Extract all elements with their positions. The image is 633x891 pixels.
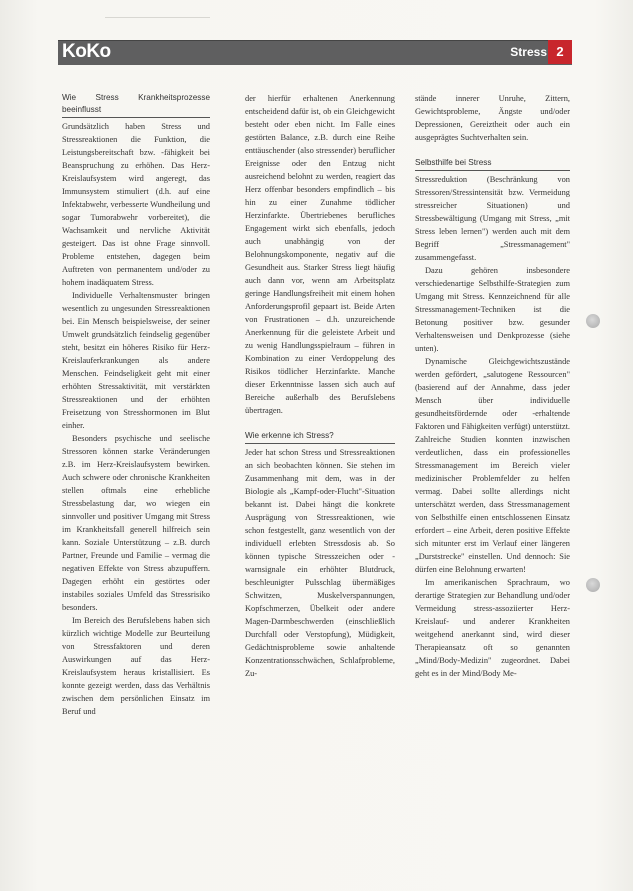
header-bar	[58, 40, 572, 65]
koko-logo: KoKo	[62, 41, 111, 62]
paragraph: Dynamische Gleichgewichtszustände werden gefördert, „salutogene Ressourcen" (basierend auf der Annahme, dass jeder Mensch über individuelle gesundheitsfördernde oder -erhaltende Faktoren und Fähigkeiten verfügt) unterstützt. Zahlreiche Studien konnten inzwischen verdeutlichen, dass ein professionelles Stressmanagement im Bereich vieler medizinischer Problemfelder zu helfen vermag. Dabei sollte allerdings nicht unterschätzt werden, dass Stressmanagement von Selbsthilfe einen entschlossenen Einsatz erfordert – eine Arbeit, deren positive Effekte sich mitunter erst im Verlauf einer längeren „Durststrecke" einstellen. Und dennoch: Sie dürfen eine Belohnung erwarten!	[415, 357, 570, 574]
section-title: Stress	[510, 45, 547, 59]
paragraph: Besonders psychische und seelische Stressoren können starke Veränderungen z.B. im Herz-Kreislaufsystem bewirken. Auch schwere oder chronische Krankheiten stellen oftmals eine erhebliche Stressbelastung dar, wo wiegen ein sinnvoller und positiver Umgang mit Stress im Krankheitsfall generell hilfreich sein kann. Soziale Unterstützung – z.B. durch Partner, Freunde und Familie – vermag die negativen Effekte von Stress abzupuffern. Dagegen erhöht ein gestörtes oder instabiles soziales Umfeld das Stressrisiko besonders.	[62, 434, 210, 612]
paragraph: Stressreduktion (Beschränkung von Stressoren/Stressintensität bzw. Vermeidung stressreicher Situationen) und Stressbewältigung (Umgang mit Stress, „mit Stress leben lernen") werden auch mit dem Begriff „Stressmanagement" zusammengefasst.	[415, 175, 570, 262]
paragraph: Im amerikanischen Sprachraum, wo derartige Strategien zur Behandlung und/oder Vermeidung stress-assoziierter Herz-Kreislauf- und anderer Krankheiten weitgehend anerkannt sind, wird dieser Therapieansatz oft so genannten „Mind/Body-Medizin" zugeordnet. Dabei geht es in der Mind/Body Me-	[415, 578, 570, 678]
paragraph: Jeder hat schon Stress und Stressreaktionen an sich beobachten können. Sie stehen im Zusammenhang mit dem, was in der Biologie als „Kampf-oder-Flucht"-Situation bekannt ist. Dabei hängt die konkrete Ausprägung von Stressreaktionen, wie schon festgestellt, ganz wesentlich von der individuell erlebten Stressdosis ab. So können typische Stresszeichen oder -warnsignale ein erhöhter Blutdruck, beschleunigter Pulsschlag übermäßiges Schwitzen, Muskelverspannungen, Kopfschmerzen, Übelkeit oder andere Magen-Darmbeschwerden (einschließlich Durchfall oder Verstopfung), Müdigkeit, Gedächtnisprobleme sowie anhaltende Konzentrationsschwächen, Schlafprobleme, Zu-	[245, 448, 395, 678]
column-1	[62, 92, 210, 718]
paragraph: Grundsätzlich haben Stress und Stressreaktionen die Funktion, die Leistungsbereitschaft bzw. -fähigkeit bei Beanspruchung zu erhöhen. Das Herz-Kreislaufsystem wird angeregt, das Immunsystem stimuliert (d.h. auf eine Infektabwehr, verbesserte Wundheilung und sogar Tumorabwehr vorbereitet), die Wachsamkeit und nervliche Aktivität gesteigert. Das ist ohne Frage sinnvoll. Probleme entstehen, dagegen beim Auftreten von permanentem und/oder zu hohem inadäquatem Stress.	[62, 122, 211, 287]
top-rule	[105, 17, 210, 18]
punch-hole-icon	[586, 314, 600, 328]
column-2	[245, 92, 395, 680]
heading-krankheitsprozesse: Wie Stress Krankheitsprozesse beeinflusst	[62, 92, 210, 118]
punch-hole-icon	[586, 578, 600, 592]
paragraph: stände innerer Unruhe, Zittern, Gewichtsprobleme, Ängste und/oder Depressionen, Gereiztheit oder auch ein ausgeprägtes Suchtverhalten sein.	[415, 94, 570, 142]
paragraph: Im Bereich des Berufslebens haben sich kürzlich wichtige Modelle zur Beurteilung von Stressfaktoren und deren Auswirkungen auf das Herz-Kreislaufsystem heraus kristallisiert. Es konnte gezeigt werden, dass das Verhältnis zwischen dem persönlichen Einsatz im Beruf und	[62, 616, 210, 716]
column-3	[415, 92, 570, 680]
paragraph: Dazu gehören insbesondere verschiedenartige Selbsthilfe-Strategien zum Umgang mit Stress. Kennzeichnend für alle Stressmanagement-Techniken ist die Betonung positiver bzw. gesunder Verhaltensweisen und Denkprozesse (siehe unten).	[415, 266, 570, 353]
paragraph: Individuelle Verhaltensmuster bringen wesentlich zu ungesunden Stressreaktionen bei. Ein Mensch beispielsweise, der seiner Umwelt grundsätzlich feindselig gegenüber steht, besitzt ein höheres Risiko für Herz-Kreislauferkrankungen als andere Menschen. Feindseligkeit geht mit einer erhöhten Stressaktivität, mit verstärkten Stressreaktionen und der erhöhten Freisetzung von Stresshormonen im Blut einher.	[62, 291, 210, 430]
heading-selbsthilfe: Selbsthilfe bei Stress	[415, 157, 570, 171]
page-number: 2	[548, 40, 572, 64]
heading-stress-erkennen: Wie erkenne ich Stress?	[245, 430, 395, 444]
paragraph: der hierfür erhaltenen Anerkennung entscheidend dafür ist, ob ein Gleichgewicht besteht oder eben nicht. Im Falle eines gestörten Balance, z.B. durch eine Reihe enttäuschender (also stressender) beruflicher Ereignisse oder den Entzug nicht ausreichend belohnt zu werden, reagiert das Herz offenbar besonders empfindlich – bis hin zu einer Zunahme tödlicher Herzinfarkte. Übertriebenes berufliches Engagement wirkt sich ebenfalls, jedoch auch unabhängig von der Belohnungskomponente, negativ auf die Gesundheit aus. Starker Stress liegt häufig auch dann vor, wenn am Arbeitsplatz geringe Handlungsfreiheit mit einem hohen Anforderungsprofil gepaart ist. Beide Arten von Frustrationen – d.h. unzureichende Anerkennung für die geleistete Arbeit und zu wenig Handlungsspielraum – führen in Kombination zu einer Verdoppelung des Risikos tödlicher Herzinfarkte. Manche dieser Erkenntnisse lassen sich auch auf Bereiche außerhalb des Berufslebens übertragen.	[245, 94, 395, 415]
